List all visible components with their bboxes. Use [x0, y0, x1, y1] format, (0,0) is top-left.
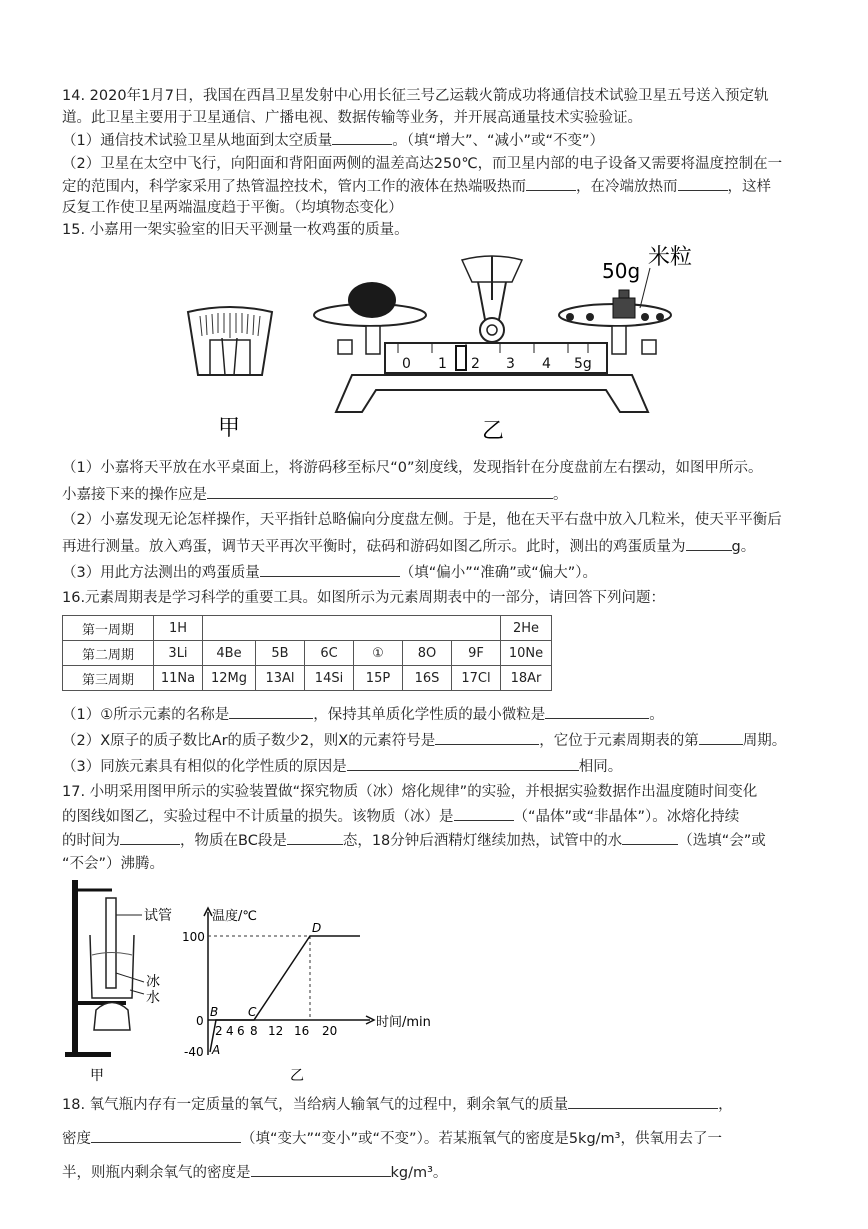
weight-50g — [613, 298, 635, 318]
q15-part3-hint: （填“偏小”“准确”或“偏大”）。 — [399, 565, 598, 581]
answer-blank[interactable] — [622, 830, 678, 845]
q14-line-3 — [62, 130, 604, 151]
q15-line-3 — [62, 484, 568, 505]
element-cell: 11Na — [154, 666, 203, 691]
period-label: 第二周期 — [63, 641, 154, 666]
rice-label: 米粒 — [648, 245, 693, 270]
y-tick-label: 100 — [182, 930, 205, 944]
q18-line-3 — [62, 1162, 447, 1183]
q18-text-b: ， — [718, 1097, 733, 1113]
element-cell: 5B — [256, 641, 305, 666]
answer-blank[interactable] — [454, 806, 514, 821]
scale-tick-label: 5g — [574, 356, 592, 372]
point-label: A — [212, 1043, 221, 1057]
egg — [348, 282, 396, 318]
scale-tick-label: 1 — [438, 356, 447, 372]
q15-line-1: 15. 小嘉用一架实验室的旧天平测量一枚鸡蛋的质量。 — [62, 222, 409, 238]
answer-blank[interactable] — [347, 756, 579, 771]
q16-part2-end: 周期。 — [742, 733, 787, 749]
x-tick-label: 20 — [322, 1024, 338, 1038]
q14-line-4: （2）卫星在太空中飞行，向阳面和背阳面两侧的温差高达250℃，而卫星内部的电子设备又需要将温度控制在一 — [62, 156, 783, 172]
q16-line-4 — [62, 756, 622, 777]
x-tick-label: 16 — [294, 1024, 310, 1038]
q14-line-5 — [62, 176, 771, 197]
q16-part1-text: （1）①所示元素的名称是 — [62, 707, 230, 723]
answer-blank[interactable] — [699, 730, 743, 745]
x-tick-label: 2 — [215, 1024, 223, 1038]
q17-line-3 — [62, 830, 766, 851]
x-tick-label: 4 — [226, 1024, 234, 1038]
q18-line-2 — [62, 1128, 722, 1149]
q15-line-5 — [62, 536, 755, 557]
element-cell: 16S — [403, 666, 452, 691]
alcohol-lamp — [94, 1003, 130, 1031]
q14-part1-text: （1）通信技术试验卫星从地面到太空质量 — [62, 133, 333, 149]
q15-part1-text: 小嘉接下来的操作应是 — [62, 487, 207, 503]
element-cell: 8O — [403, 641, 452, 666]
answer-blank[interactable] — [260, 562, 400, 577]
element-cell: 9F — [452, 641, 501, 666]
q18-text-d: （填“变大”“变小”或“不变”）。若某瓶氧气的密度是5kg/m³，供氧用去了一 — [241, 1131, 722, 1147]
empty-span — [203, 616, 501, 641]
q17-line-1: 17. 小明采用图甲所示的实验装置做“探究物质（冰）熔化规律”的实验，并根据实验数据作出温度随时间变化 — [62, 784, 758, 800]
tube-label: 试管 — [144, 908, 172, 924]
element-cell: 10Ne — [501, 641, 552, 666]
element-cell: 15P — [354, 666, 403, 691]
answer-blank[interactable] — [287, 830, 343, 845]
q17-text-a: 的图线如图乙，实验过程中不计质量的损失。该物质（冰）是 — [62, 809, 454, 825]
melting-figure — [60, 870, 431, 1085]
q17-text-d: ，物质在BC段是 — [180, 833, 287, 849]
answer-blank[interactable] — [120, 830, 180, 845]
answer-blank[interactable] — [207, 484, 553, 499]
rice-grain — [656, 313, 664, 321]
element-cell: ① — [354, 641, 403, 666]
answer-blank[interactable] — [568, 1094, 718, 1109]
q14-part2-text-c: ，这样 — [727, 179, 771, 195]
q15-part2-text: 再进行测量。放入鸡蛋，调节天平再次平衡时，砝码和游码如图乙所示。此时，测出的鸡蛋质量为 — [62, 539, 686, 555]
scale-tick-label: 2 — [471, 356, 480, 372]
table-row — [63, 641, 552, 666]
q18-text-f: kg/m³。 — [390, 1165, 448, 1181]
period-label: 第一周期 — [63, 616, 154, 641]
x-tick-label: 12 — [268, 1024, 284, 1038]
answer-blank[interactable] — [229, 704, 313, 719]
answer-blank[interactable] — [332, 130, 392, 145]
answer-blank[interactable] — [526, 176, 576, 191]
element-cell: 3Li — [154, 641, 203, 666]
q14-line-1: 14. 2020年1月7日，我国在西昌卫星发射中心用长征三号乙运载火箭成功将通信技术试验卫星五号送入预定轨 — [62, 88, 769, 104]
figure-label-jia: 甲 — [218, 416, 241, 441]
q16-part1-text-b: ，保持其单质化学性质的最小微粒是 — [313, 707, 546, 723]
q17-text-b: （“晶体”或“非晶体”）。冰熔化持续 — [513, 809, 740, 825]
balance-figure — [170, 240, 710, 450]
rice-grain — [566, 313, 574, 321]
q16-part3-text: （3）同族元素具有相似的化学性质的原因是 — [62, 759, 347, 775]
element-cell: 1H — [154, 616, 203, 641]
x-tick-label: 8 — [250, 1024, 258, 1038]
q16-part3-end: 相同。 — [578, 759, 623, 775]
point-label: D — [312, 921, 322, 935]
q16-line-3 — [62, 730, 786, 751]
x-tick-label: 6 — [237, 1024, 245, 1038]
element-cell: 13Al — [256, 666, 305, 691]
element-cell: 14Si — [305, 666, 354, 691]
element-cell: 12Mg — [203, 666, 256, 691]
answer-blank[interactable] — [435, 730, 539, 745]
temperature-graph-yi — [182, 908, 431, 1084]
q15-part2-unit: g。 — [731, 539, 756, 555]
figure-label-yi: 乙 — [482, 419, 505, 444]
element-cell: 17Cl — [452, 666, 501, 691]
dial-figure-jia — [188, 307, 272, 441]
element-cell: 6C — [305, 641, 354, 666]
test-tube — [106, 898, 116, 988]
table-row — [63, 666, 552, 691]
q14-part2-text: 定的范围内，科学家采用了热管温控技术，管内工作的液体在热端吸热而 — [62, 179, 526, 195]
q15-part1-end: 。 — [553, 487, 568, 503]
q17-line-4: “不会”）沸腾。 — [62, 856, 165, 872]
q16-line-2 — [62, 704, 664, 725]
q15-line-4: （2）小嘉发现无论怎样操作，天平指针总略偏向分度盘左侧。于是，他在天平右盘中放入几粒米，使天平平衡后 — [62, 512, 782, 528]
q16-part2-text-b: ，它位于元素周期表的第 — [539, 733, 699, 749]
q16-part1-end: 。 — [649, 707, 664, 723]
scale-tick-label: 0 — [402, 356, 411, 372]
answer-blank[interactable] — [678, 176, 728, 191]
point-label: B — [210, 1005, 219, 1019]
periodic-table — [62, 615, 552, 691]
y-tick-label: 0 — [196, 1014, 204, 1028]
figure-label-jia: 甲 — [90, 1068, 104, 1084]
element-cell: 18Ar — [501, 666, 552, 691]
q17-text-e: 态，18分钟后酒精灯继续加热，试管中的水 — [342, 833, 623, 849]
q16-part2-text: （2）X原子的质子数比Ar的质子数少2，则X的元素符号是 — [62, 733, 436, 749]
period-label: 第三周期 — [63, 666, 154, 691]
q18-text-a: 18. 氧气瓶内存有一定质量的氧气，当给病人输氧气的过程中，剩余氧气的质量 — [62, 1097, 569, 1113]
rice-grain — [641, 313, 649, 321]
q14-line-6: 反复工作使卫星两端温度趋于平衡。（均填物态变化） — [62, 200, 403, 216]
x-axis-label: 时间/min — [376, 1015, 431, 1030]
point-label: C — [248, 1005, 257, 1019]
rice-grain — [586, 313, 594, 321]
answer-blank[interactable] — [545, 704, 649, 719]
scale-tick-label: 3 — [506, 356, 515, 372]
q14-part1-hint: 。（填“增大”、“减小”或“不变”） — [392, 133, 605, 149]
q14-part2-text-b: ，在冷端放热而 — [576, 179, 678, 195]
y-axis-label: 温度/℃ — [212, 909, 257, 924]
y-tick-label: -40 — [184, 1045, 204, 1059]
table-row — [63, 616, 552, 641]
element-cell: 2He — [501, 616, 552, 641]
q17-text-c: 的时间为 — [62, 833, 120, 849]
q15-line-2: （1）小嘉将天平放在水平桌面上，将游码移至标尺“0”刻度线，发现指针在分度盘前左右摆动，如图甲所示。 — [62, 460, 763, 476]
apparatus-figure-jia — [65, 880, 172, 1084]
q16-line-1: 16.元素周期表是学习科学的重要工具。如图所示为元素周期表中的一部分，请回答下列问题： — [62, 590, 666, 606]
answer-blank[interactable] — [91, 1128, 241, 1143]
q18-line-1 — [62, 1094, 733, 1115]
scale-tick-label: 4 — [542, 356, 551, 372]
q17-line-2 — [62, 806, 739, 827]
q18-text-c: 密度 — [62, 1131, 91, 1147]
ice-label: 冰 — [146, 974, 160, 990]
figure-label-yi: 乙 — [290, 1068, 304, 1084]
weight-label: 50g — [602, 259, 641, 283]
q15-line-6 — [62, 562, 597, 583]
water-label: 水 — [146, 990, 160, 1006]
q17-text-f: （选填“会”或 — [678, 833, 766, 849]
q15-part3-text: （3）用此方法测出的鸡蛋质量 — [62, 565, 260, 581]
balance-figure-yi — [314, 245, 692, 444]
q14-line-2: 道。此卫星主要用于卫星通信、广播电视、数据传输等业务，并开展高通量技术实验验证。 — [62, 110, 642, 126]
answer-blank[interactable] — [251, 1162, 391, 1177]
answer-blank[interactable] — [686, 536, 732, 551]
q18-text-e: 半，则瓶内剩余氧气的密度是 — [62, 1165, 251, 1181]
element-cell: 4Be — [203, 641, 256, 666]
